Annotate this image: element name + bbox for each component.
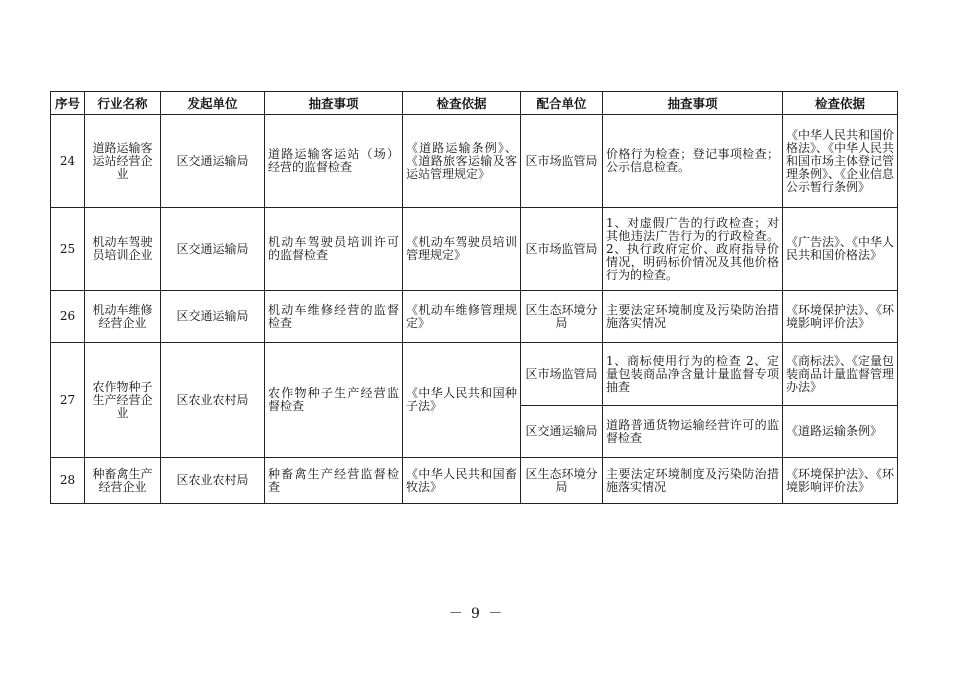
partner-inspection-item: 道路普通货物运输经营许可的监督检查 — [603, 406, 783, 458]
header-cell: 发起单位 — [161, 92, 265, 115]
partner-inspection-basis: 《环境保护法》、《环境影响评价法》 — [783, 291, 898, 343]
partner-inspection-item: 1、对虚假广告的行政检查；对其他违法广告行为的行政检查。2、执行政府定价、政府指导价情况，明码标价情况及其他价格行为的检查。 — [603, 208, 783, 291]
header-cell: 行业名称 — [85, 92, 161, 115]
inspection-item: 机动车维修经营的监督检查 — [265, 291, 403, 343]
row-number: 28 — [51, 458, 85, 504]
partner-inspection-item: 1、商标使用行为的检查 2、定量包装商品净含量计量监督专项抽查 — [603, 343, 783, 406]
table-row — [51, 208, 898, 291]
inspection-item: 种畜禽生产经营监督检查 — [265, 458, 403, 504]
header-cell: 配合单位 — [521, 92, 603, 115]
row-number: 27 — [51, 343, 85, 458]
header-cell: 抽查事项 — [265, 92, 403, 115]
initiating-unit: 区农业农村局 — [161, 458, 265, 504]
inspection-basis: 《机动车驾驶员培训管理规定》 — [403, 208, 521, 291]
initiating-unit: 区交通运输局 — [161, 208, 265, 291]
table-row — [51, 291, 898, 343]
partner-unit: 区市场监管局 — [521, 343, 603, 406]
inspection-item: 农作物种子生产经营监督检查 — [265, 343, 403, 458]
initiating-unit: 区农业农村局 — [161, 343, 265, 458]
industry-name: 机动车维修经营企业 — [85, 291, 161, 343]
initiating-unit: 区交通运输局 — [161, 291, 265, 343]
partner-unit: 区生态环境分局 — [521, 291, 603, 343]
inspection-item: 道路运输客运站（场）经营的监督检查 — [265, 115, 403, 208]
table-row — [51, 458, 898, 504]
inspection-basis: 《道路运输条例》、《道路旅客运输及客运站管理规定》 — [403, 115, 521, 208]
partner-inspection-item: 主要法定环境制度及污染防治措施落实情况 — [603, 291, 783, 343]
partner-inspection-basis: 《环境保护法》、《环境影响评价法》 — [783, 458, 898, 504]
page-number: － 9 － — [448, 606, 505, 622]
header-cell: 抽查事项 — [603, 92, 783, 115]
table-header-row — [51, 92, 898, 115]
table-row — [51, 115, 898, 208]
table-row — [51, 343, 898, 406]
row-number: 25 — [51, 208, 85, 291]
partner-unit: 区交通运输局 — [521, 406, 603, 458]
header-cell: 序号 — [51, 92, 85, 115]
inspection-basis: 《中华人民共和国种子法》 — [403, 343, 521, 458]
row-number: 26 — [51, 291, 85, 343]
header-cell: 检查依据 — [403, 92, 521, 115]
partner-inspection-item: 主要法定环境制度及污染防治措施落实情况 — [603, 458, 783, 504]
industry-name: 种畜禽生产经营企业 — [85, 458, 161, 504]
partner-unit: 区市场监管局 — [521, 115, 603, 208]
partner-unit: 区生态环境分局 — [521, 458, 603, 504]
industry-name: 道路运输客运站经营企业 — [85, 115, 161, 208]
header-cell: 检查依据 — [783, 92, 898, 115]
partner-inspection-basis: 《中华人民共和国价格法》、《中华人民共和国市场主体登记管理条例》、《企业信息公示暂行条例》 — [783, 115, 898, 208]
partner-inspection-basis: 《商标法》、《定量包装商品计量监督管理办法》 — [783, 343, 898, 406]
inspection-basis: 《机动车维修管理规定》 — [403, 291, 521, 343]
partner-inspection-item: 价格行为检查；登记事项检查；公示信息检查。 — [603, 115, 783, 208]
inspection-table — [50, 91, 898, 504]
industry-name: 机动车驾驶员培训企业 — [85, 208, 161, 291]
initiating-unit: 区交通运输局 — [161, 115, 265, 208]
partner-unit: 区市场监管局 — [521, 208, 603, 291]
inspection-item: 机动车驾驶员培训许可的监督检查 — [265, 208, 403, 291]
row-number: 24 — [51, 115, 85, 208]
partner-inspection-basis: 《广告法》、《中华人民共和国价格法》 — [783, 208, 898, 291]
partner-inspection-basis: 《道路运输条例》 — [783, 406, 898, 458]
inspection-basis: 《中华人民共和国畜牧法》 — [403, 458, 521, 504]
industry-name: 农作物种子生产经营企业 — [85, 343, 161, 458]
